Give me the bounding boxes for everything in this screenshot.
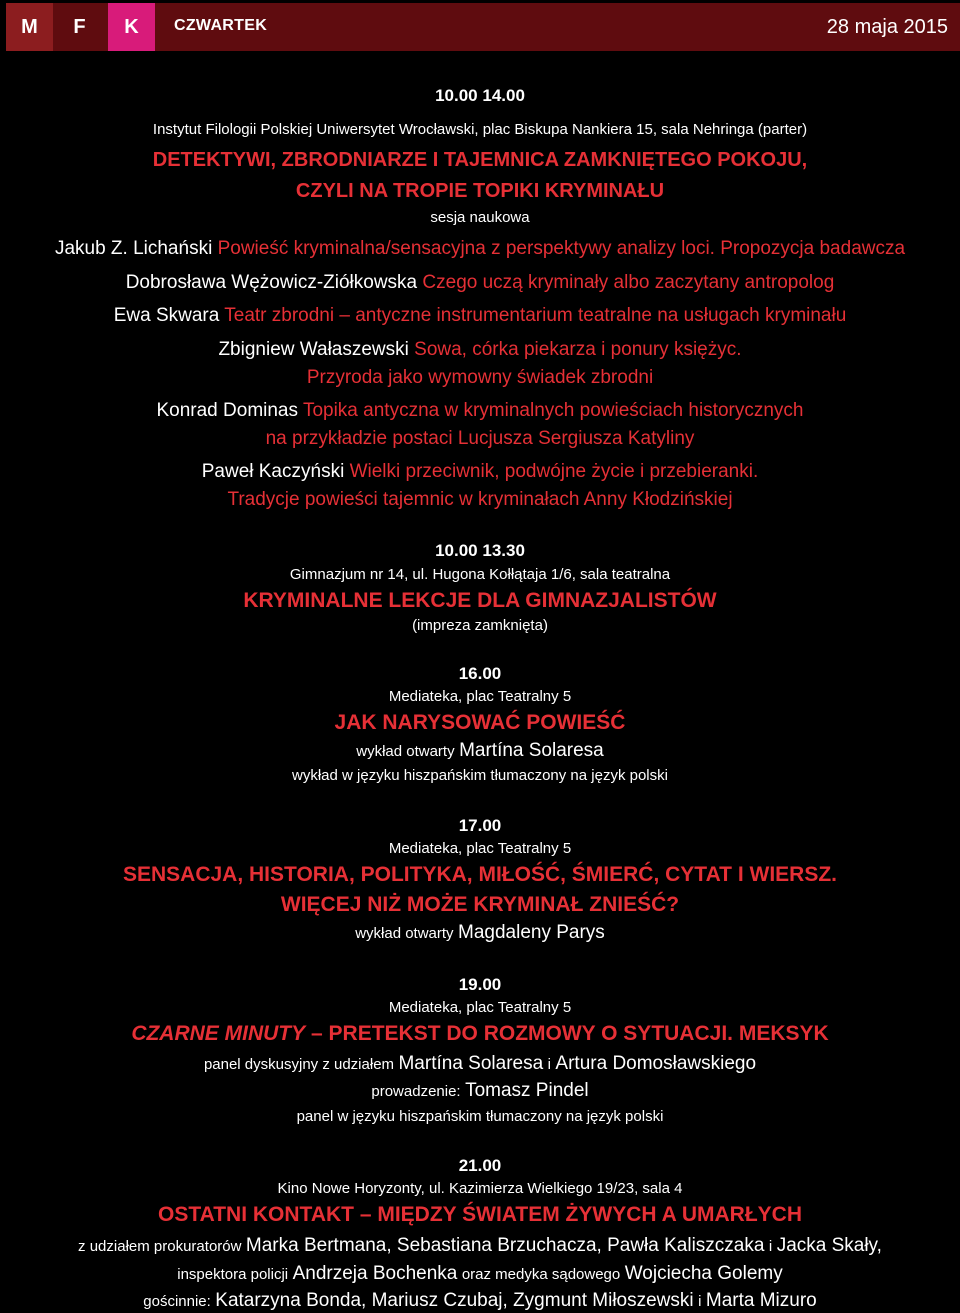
- event3-title: JAK NARYSOWAĆ POWIEŚĆ: [334, 711, 626, 734]
- talk-2: [0, 272, 960, 294]
- moderation-prefix: prowadzenie:: [371, 1083, 461, 1100]
- talk-topic: Wielki przeciwnik, podwójne życie i przebieranki.: [349, 461, 759, 482]
- talk-topic: Teatr zbrodni – antyczne instrumentarium teatralne na usługach kryminału: [224, 305, 847, 326]
- event6-time: 21.00: [458, 1156, 502, 1175]
- lecturer-name: Martína Solaresa: [459, 740, 604, 761]
- event5-note: panel w języku hiszpańskim tłumaczony na język polski: [296, 1108, 664, 1125]
- event5-title-dash: –: [310, 1022, 323, 1045]
- talk-speaker: Konrad Dominas: [156, 400, 299, 421]
- event6-venue: Kino Nowe Horyzonty, ul. Kazimierza Wielkiego 19/23, sala 4: [277, 1180, 683, 1197]
- guests-last: Marta Mizuro: [705, 1290, 817, 1311]
- talk-topic: Powieść kryminalna/sensacyjna z perspektywy analizy loci. Propozycja badawcza: [217, 238, 906, 259]
- event1-subtitle: sesja naukowa: [430, 209, 530, 226]
- medic-prefix: oraz medyka sądowego: [461, 1266, 621, 1283]
- talk-1: [0, 238, 960, 260]
- lecturer-name: Magdaleny Parys: [458, 922, 605, 943]
- talk-3: [0, 305, 960, 327]
- talk-speaker: Dobrosława Wężowicz-Ziółkowska: [125, 272, 418, 293]
- event5-title: [0, 1022, 960, 1046]
- talk-5-topic-cont: na przykładzie postaci Lucjusza Sergiusza Katyliny: [265, 428, 695, 449]
- event3-note: wykład w języku hiszpańskim tłumaczony na język polski: [292, 767, 668, 784]
- date-label: 28 maja 2015: [826, 16, 948, 38]
- event6-line1: [0, 1235, 960, 1257]
- event5-moderation: [0, 1080, 960, 1102]
- event5-title-rest: PRETEKST DO ROZMOWY O SYTUACJI. MEKSYK: [328, 1022, 829, 1045]
- inspector-prefix: inspektora policji: [177, 1266, 289, 1283]
- talk-4-topic-cont: Przyroda jako wymowny świadek zbrodni: [306, 367, 654, 388]
- event3-venue: Mediateka, plac Teatralny 5: [388, 688, 572, 705]
- event1-time: 10.00 14.00: [435, 86, 525, 105]
- event1-venue: Instytut Filologii Polskiej Uniwersytet Wrocławski, plac Biskupa Nankiera 15, sala Nehringa (parter): [152, 121, 808, 138]
- event4-time: 17.00: [458, 816, 502, 835]
- talk-4: [0, 339, 960, 361]
- inspector-name: Andrzeja Bochenka: [292, 1263, 458, 1284]
- event2-time: 10.00 13.30: [435, 541, 525, 560]
- talk-5: [0, 400, 960, 422]
- event5-venue: Mediateka, plac Teatralny 5: [388, 999, 572, 1016]
- prosecutors-last: Jacka Skały,: [776, 1235, 882, 1256]
- event6-title: OSTATNI KONTAKT – MIĘDZY ŚWIATEM ŻYWYCH A UMARŁYCH: [158, 1203, 802, 1226]
- event2-title: KRYMINALNE LEKCJE DLA GIMNAZJALISTÓW: [243, 589, 717, 612]
- prosecutors-names: Marka Bertmana, Sebastiana Brzuchacza, Pawła Kaliszczaka: [245, 1235, 765, 1256]
- talk-topic: Topika antyczna w kryminalnych powieściach historycznych: [302, 400, 804, 421]
- talk-speaker: Ewa Skwara: [113, 305, 220, 326]
- event1-title-line2: CZYLI NA TROPIE TOPIKI KRYMINAŁU: [295, 180, 665, 202]
- talk-speaker: Paweł Kaczyński: [201, 461, 345, 482]
- moderator-name: Tomasz Pindel: [465, 1080, 589, 1101]
- talk-speaker: Jakub Z. Lichański: [54, 238, 213, 259]
- event3-time: 16.00: [458, 664, 502, 683]
- talk-6-topic-cont: Tradycje powieści tajemnic w kryminałach Anny Kłodzińskiej: [227, 489, 733, 510]
- event3-lecturer: [0, 740, 960, 762]
- talk-speaker: Zbigniew Wałaszewski: [218, 339, 409, 360]
- badge-f: F: [56, 3, 103, 51]
- panel-conj: i: [547, 1056, 551, 1073]
- medic-name: Wojciecha Golemy: [624, 1263, 783, 1284]
- talk-6: [0, 461, 960, 483]
- event2-note: (impreza zamknięta): [412, 617, 548, 634]
- event5-panel: [0, 1053, 960, 1075]
- event5-title-italic: CZARNE MINUTY: [131, 1022, 306, 1045]
- guests-names: Katarzyna Bonda, Mariusz Czubaj, Zygmunt Miłoszewski: [215, 1290, 694, 1311]
- prosecutors-conj: i: [768, 1238, 773, 1255]
- panel-prefix: panel dyskusyjny z udziałem: [203, 1056, 395, 1073]
- guests-prefix: gościnnie:: [143, 1293, 211, 1310]
- event2-venue: Gimnazjum nr 14, ul. Hugona Kołłątaja 1/6, sala teatralna: [289, 566, 671, 583]
- prosecutors-prefix: z udziałem prokuratorów: [78, 1238, 242, 1255]
- guests-conj: i: [698, 1293, 702, 1310]
- header-bar: [6, 3, 960, 51]
- event5-time: 19.00: [458, 975, 502, 994]
- event4-lecturer: [0, 922, 960, 944]
- event1-title-line1: DETEKTYWI, ZBRODNIARZE I TAJEMNICA ZAMKNIĘTEGO POKOJU,: [152, 149, 808, 171]
- badge-m: M: [6, 3, 53, 51]
- event4-venue: Mediateka, plac Teatralny 5: [388, 840, 572, 857]
- panelist-1: Martína Solaresa: [398, 1053, 544, 1074]
- event4-title-line2: WIĘCEJ NIŻ MOŻE KRYMINAŁ ZNIEŚĆ?: [280, 893, 680, 916]
- talk-topic: Sowa, córka piekarza i ponury księżyc.: [414, 339, 742, 360]
- panelist-2: Artura Domosławskiego: [555, 1053, 757, 1074]
- lecture-prefix: wykład otwarty: [356, 743, 455, 760]
- talk-topic: Czego uczą kryminały albo zaczytany antropolog: [422, 272, 835, 293]
- event4-title-line1: SENSACJA, HISTORIA, POLITYKA, MIŁOŚĆ, ŚMIERĆ, CYTAT I WIERSZ.: [122, 863, 838, 886]
- event6-line2: [0, 1263, 960, 1285]
- event6-line3: [0, 1290, 960, 1312]
- lecture-prefix: wykład otwarty: [355, 925, 454, 942]
- day-label: CZWARTEK: [174, 17, 268, 34]
- badge-k: K: [108, 3, 155, 51]
